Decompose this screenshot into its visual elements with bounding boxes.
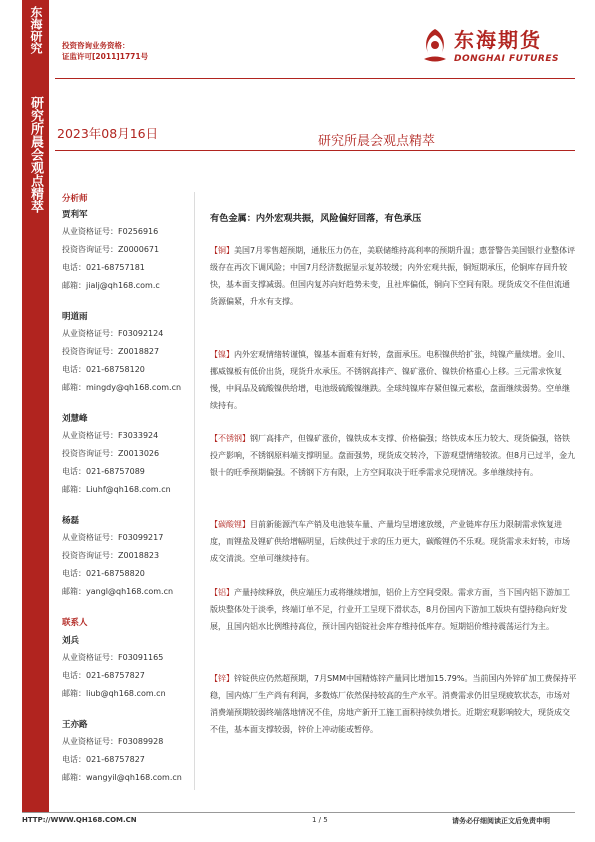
report-date: 2023年08月16日 [57, 126, 159, 141]
paragraph-text: 钢厂高排产，但镍矿涨价，镍铁成本支撑、价格偏强；络铁成本压力较大、现货偏强，铬铁投产影响，不锈钢原料端支撑明显。盘面强势，现货成交转冷，下游观望情绪较浓。但8月已过半，金九银十的旺季预期偏强。不锈钢下方有限，上方空间取决于旺季需求兑现情况。多单继续持有。 [210, 434, 576, 477]
contact-email[interactable]: 邮箱：wangyil@qh168.com.cn [62, 773, 182, 782]
left-sidebar-band [22, 0, 49, 812]
analyst-phone: 电话：021-68757089 [62, 467, 145, 476]
paragraph-text: 美国7月零售超预期，通胀压力仍在，美联储维持高利率的预期升温；惠誉警告美国银行业整体评级存在再次下调风险；中国7月经济数据显示复苏较缓；内外宏观共振，铜短期承压，伦铜库存回升较快，基本面支撑减弱。但国内复苏向好趋势未变，且社库偏低，铜向下空间有限。现货成交不佳但流通货源偏紧，升水有支撑。 [210, 246, 576, 306]
paragraph-tag: 【不锈钢】 [210, 434, 250, 443]
logo-english-text: DONGHAI FUTURES [454, 54, 559, 64]
footer-divider [22, 812, 575, 813]
contact-phone: 电话：021-68757827 [62, 671, 145, 680]
analyst-phone: 电话：021-68758820 [62, 569, 145, 578]
analysts-heading: 分析师 [62, 194, 88, 204]
paragraph-lithium [210, 516, 577, 567]
paragraph-text: 内外宏观情绪转谨慎，镍基本面难有好转，盘面承压。电积镍供给扩张，纯镍产量续增。金川、挪威镍板有低价出货，现货升水承压。不锈钢高排产、镍矿涨价、镍铁价格重心上移。三元需求恢复慢，中间品及硫酸镍供给增，电池级硫酸镍继跌。全球纯镍库存紧但镍元素松，盘面继续弱势。空单继续持有。 [210, 350, 570, 410]
sidebar-top-label: 东海研究 [29, 6, 43, 54]
report-title: 研究所晨会观点精萃 [318, 134, 436, 149]
paragraph-nickel [210, 346, 577, 414]
analyst-phone: 电话：021-68757181 [62, 263, 145, 272]
analyst-email[interactable]: 邮箱：jialj@qh168.com.c [62, 281, 160, 290]
contact-email[interactable]: 邮箱：liub@qh168.com.cn [62, 689, 166, 698]
paragraph-text: 目前新能源汽车产销及电池装车量、产量均呈增速放缓，产业链库存压力限制需求恢复进度，而锂盐及锂矿供给增幅明显，后续供过于求的压力更大，碳酸锂仍不乐观。现货需求未好转，市场成交清淡。空单可继续持有。 [210, 520, 570, 563]
qualification-line-1: 投资咨询业务资格： [62, 41, 130, 50]
qualification-line-2: 证监许可[2011]1771号 [62, 52, 149, 61]
analyst-name: 贾利军 [62, 210, 88, 220]
logo-chinese-text: 东海期货 [454, 28, 542, 52]
title-divider [55, 150, 575, 151]
paragraph-tag: 【铜】 [210, 246, 234, 255]
footer-url[interactable]: HTTP://WWW.QH168.COM.CN [22, 816, 137, 824]
header-divider [55, 78, 575, 79]
contact-name: 刘兵 [62, 636, 80, 646]
analyst-cert: 从业资格证号：F03092124 [62, 329, 164, 338]
analyst-name: 杨磊 [62, 516, 80, 526]
donghai-logo-icon [418, 26, 452, 66]
analyst-email[interactable]: 邮箱：Liuhf@qh168.com.cn [62, 485, 171, 494]
analyst-consult: 投资咨询证号：Z0013026 [62, 449, 160, 458]
contact-cert: 从业资格证号：F03091165 [62, 653, 164, 662]
analyst-cert: 从业资格证号：F0256916 [62, 227, 159, 236]
analyst-consult: 投资咨询证号：Z0000671 [62, 245, 160, 254]
paragraph-stainless [210, 430, 577, 481]
footer-disclaimer: 请务必仔细阅读正文后免责申明 [452, 817, 550, 825]
paragraph-zinc [210, 670, 577, 738]
paragraph-aluminum [210, 584, 577, 635]
analyst-cert: 从业资格证号：F03099217 [62, 533, 164, 542]
paragraph-tag: 【锌】 [210, 674, 234, 683]
column-divider [194, 192, 195, 790]
analyst-email[interactable]: 邮箱：yangl@qh168.com.cn [62, 587, 174, 596]
analyst-email[interactable]: 邮箱：mingdy@qh168.com.cn [62, 383, 182, 392]
paragraph-copper [210, 242, 577, 310]
analyst-consult: 投资咨询证号：Z0018823 [62, 551, 160, 560]
paragraph-tag: 【铝】 [210, 588, 234, 597]
contacts-heading: 联系人 [62, 618, 88, 628]
analyst-consult: 投资咨询证号：Z0018827 [62, 347, 160, 356]
paragraph-text: 锌锭供应仍然超预期，7月SMM中国精炼锌产量同比增加15.79%。当前国内外锌矿加工费保持平稳，国内炼厂生产尚有利润，多数炼厂依然保持较高的生产水平。消费需求仍旧呈现疲软状态，市场对消费端预期较弱终端落地情况不佳，房地产新开工施工面积持续负增长。近期宏观影响较大，现货成交不佳，基本面支撑较弱，锌价上冲动能或暂停。 [210, 674, 577, 734]
contact-cert: 从业资格证号：F03089928 [62, 737, 164, 746]
paragraph-tag: 【碳酸锂】 [210, 520, 250, 529]
analyst-name: 明道雨 [62, 312, 88, 322]
footer-page-number: 1 / 5 [312, 816, 328, 824]
sidebar-main-label: 研究所晨会观点精萃 [28, 96, 43, 213]
paragraph-text: 产量持续释放，供应端压力或将继续增加，铝价上方空间受限。需求方面，当下国内铝下游加工版块整体处于淡季，终端订单不足，行业开工呈现下滑状态，8月份国内下游加工版块有望持稳向好发展，且国内铝水比例维持高位，预计国内铝锭社会库存维持低库存。短期铝价维持震荡运行为主。 [210, 588, 570, 631]
analyst-phone: 电话：021-68758120 [62, 365, 145, 374]
contact-phone: 电话：021-68757827 [62, 755, 145, 764]
contact-name: 王亦路 [62, 720, 88, 730]
analyst-name: 刘慧峰 [62, 414, 88, 424]
analyst-cert: 从业资格证号：F3033924 [62, 431, 159, 440]
paragraph-tag: 【镍】 [210, 350, 234, 359]
section-subtitle: 有色金属：内外宏观共振，风险偏好回落，有色承压 [210, 213, 422, 224]
